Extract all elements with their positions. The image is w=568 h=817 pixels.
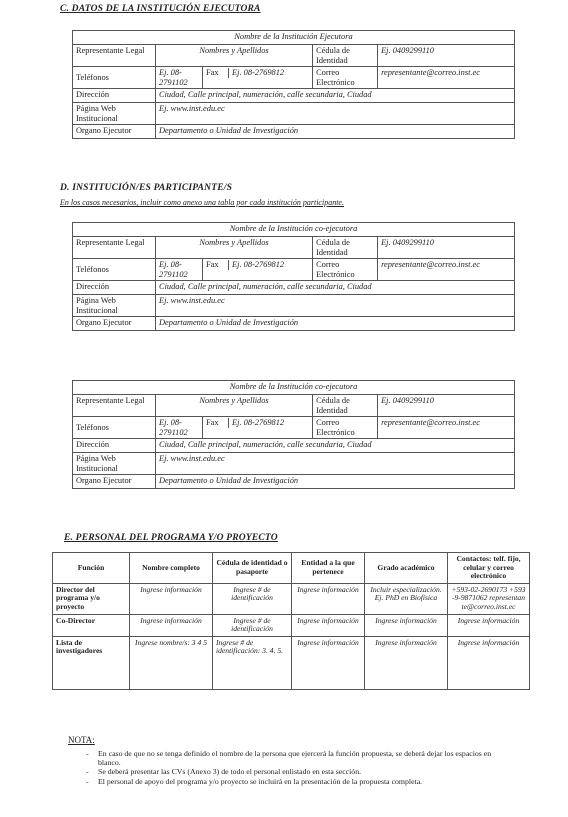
value-correo: representante@correo.inst.ec: [378, 417, 515, 439]
value-telefono: Ej. 08-2791102: [156, 417, 203, 439]
col-header-entidad: Entidad a la que pertenece: [292, 553, 365, 584]
value-fax: Ej. 08-2769812: [232, 68, 285, 77]
value-cedula: Ej. 0409299110: [378, 237, 515, 259]
value-organo: Departamento o Unidad de Investigación: [156, 475, 515, 489]
value-telefono: Ej. 08-2791102: [156, 259, 203, 281]
nota-item: - En caso de que no se tenga definido el nombre de la persona que ejercerá la función propuesta, se deberá dejar los espacios en blanco.: [84, 749, 514, 767]
col-header-funcion: Función: [53, 553, 130, 584]
label-direccion: Dirección: [73, 439, 156, 453]
label-cedula: Cédula de Identidad: [313, 395, 378, 417]
label-correo: Correo Electrónico: [313, 417, 378, 439]
institution-table-ejecutora: [72, 30, 515, 139]
table-header-row: [53, 553, 530, 584]
section-d-title: D. INSTITUCIÓN/ES PARTICIPANTE/S: [60, 183, 233, 193]
value-organo: Departamento o Unidad de Investigación: [156, 317, 515, 331]
fax-cell: [203, 259, 313, 281]
label-representante: Representante Legal: [73, 45, 156, 67]
value-telefono: Ej. 08-2791102: [156, 67, 203, 89]
nota-item: - Se deberá presentar las CVs (Anexo 3) de todo el personal enlistado en esta sección.: [84, 767, 514, 776]
value-web: Ej. www.inst.edu.ec: [156, 453, 515, 475]
value-cedula: Ej. 0409299110: [378, 395, 515, 417]
cell-funcion: Lista de investigadores: [53, 636, 130, 689]
value-representante: Nombres y Apellidos: [156, 395, 313, 417]
label-fax: Fax: [206, 68, 229, 78]
personnel-table: [52, 552, 530, 690]
label-telefonos: Teléfonos: [73, 67, 156, 89]
table-header: Nombre de la Institución co-ejecutora: [73, 223, 515, 237]
label-web: Página Web Institucional: [73, 453, 156, 475]
value-direccion: Ciudad, Calle principal, numeración, calle secundaria, Ciudad: [156, 439, 515, 453]
col-header-cedula: Cédula de identidad o pasaporte: [213, 553, 292, 584]
table-row: [53, 614, 530, 636]
label-correo: Correo Electrónico: [313, 259, 378, 281]
label-direccion: Dirección: [73, 89, 156, 103]
label-fax: Fax: [206, 260, 229, 270]
value-web: Ej. www.inst.edu.ec: [156, 295, 515, 317]
cell-entidad: Ingrese información: [292, 583, 365, 614]
label-organo: Organo Ejecutor: [73, 475, 156, 489]
value-organo: Departamento o Unidad de Investigación: [156, 125, 515, 139]
label-telefonos: Teléfonos: [73, 259, 156, 281]
label-fax: Fax: [206, 418, 229, 428]
cell-nombre: Ingrese nombre/s: 3 4 5: [130, 636, 213, 689]
cell-contactos: +593-02-2690173 +593-9-9871062 representante@correo.inst.ec: [448, 583, 530, 614]
value-direccion: Ciudad, Calle principal, numeración, calle secundaria, Ciudad: [156, 89, 515, 103]
label-organo: Organo Ejecutor: [73, 317, 156, 331]
section-c-title: C. DATOS DE LA INSTITUCIÓN EJECUTORA: [60, 4, 261, 14]
cell-contactos: Ingrese información: [448, 636, 530, 689]
label-representante: Representante Legal: [73, 395, 156, 417]
label-web: Página Web Institucional: [73, 103, 156, 125]
col-header-grado: Grado académico: [365, 553, 448, 584]
table-row: [53, 583, 530, 614]
nota-list: [84, 749, 514, 786]
table-header: Nombre de la Institución co-ejecutora: [73, 381, 515, 395]
value-fax: Ej. 08-2769812: [232, 418, 285, 427]
institution-table-coejecutora-1: [72, 222, 515, 331]
value-correo: representante@correo.inst.ec: [378, 67, 515, 89]
fax-cell: [203, 67, 313, 89]
section-e-title: E. PERSONAL DEL PROGRAMA Y/O PROYECTO: [64, 533, 278, 543]
cell-grado: Ingrese información: [365, 636, 448, 689]
institution-table-coejecutora-2: [72, 380, 515, 489]
cell-cedula: Ingrese # de identificación: [213, 583, 292, 614]
cell-funcion: Co-Director: [53, 614, 130, 636]
label-telefonos: Teléfonos: [73, 417, 156, 439]
cell-grado: Incluir especialización. Ej. PhD en Biofísica: [365, 583, 448, 614]
table-row: [53, 636, 530, 689]
section-d-note: En los casos necesarios, incluir como anexo una tabla por cada institución participante.: [60, 198, 344, 207]
cell-nombre: Ingrese información: [130, 614, 213, 636]
nota-item: - El personal de apoyo del programa y/o proyecto se incluirá en la presentación de la propuesta completa.: [84, 777, 514, 786]
table-header: Nombre de la Institución Ejecutora: [73, 31, 515, 45]
value-representante: Nombres y Apellidos: [156, 45, 313, 67]
value-web: Ej. www.inst.edu.ec: [156, 103, 515, 125]
value-correo: representante@correo.inst.ec: [378, 259, 515, 281]
cell-nombre: Ingrese información: [130, 583, 213, 614]
label-correo: Correo Electrónico: [313, 67, 378, 89]
cell-funcion: Director del programa y/o proyecto: [53, 583, 130, 614]
value-cedula: Ej. 0409299110: [378, 45, 515, 67]
col-header-contactos: Contactos: telf. fijo, celular y correo electrónico: [448, 553, 530, 584]
nota-title: NOTA:: [68, 735, 95, 745]
label-representante: Representante Legal: [73, 237, 156, 259]
cell-contactos: Ingrese información: [448, 614, 530, 636]
value-representante: Nombres y Apellidos: [156, 237, 313, 259]
cell-cedula: Ingrese # de identificación: 3. 4. 5.: [213, 636, 292, 689]
cell-grado: Ingrese información: [365, 614, 448, 636]
label-cedula: Cédula de Identidad: [313, 45, 378, 67]
cell-entidad: Ingrese información: [292, 614, 365, 636]
label-cedula: Cédula de Identidad: [313, 237, 378, 259]
label-organo: Organo Ejecutor: [73, 125, 156, 139]
label-web: Página Web Institucional: [73, 295, 156, 317]
col-header-nombre: Nombre completo: [130, 553, 213, 584]
cell-entidad: Ingrese información: [292, 636, 365, 689]
value-fax: Ej. 08-2769812: [232, 260, 285, 269]
label-direccion: Dirección: [73, 281, 156, 295]
cell-cedula: Ingrese # de identificación: [213, 614, 292, 636]
value-direccion: Ciudad, Calle principal, numeración, calle secundaria, Ciudad: [156, 281, 515, 295]
fax-cell: [203, 417, 313, 439]
